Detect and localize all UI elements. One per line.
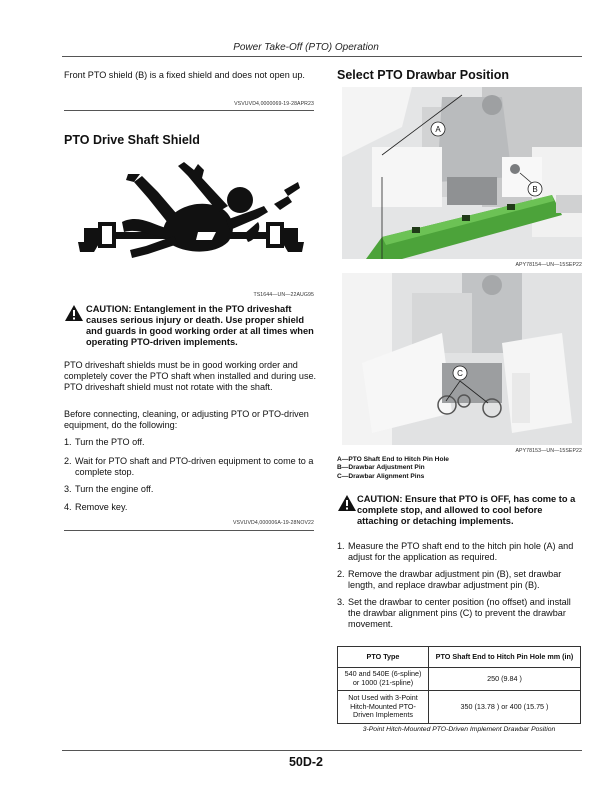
list-item: 3. Set the drawbar to center position (no offset) and install the drawbar alignment pins (C) to prevent the drawbar movement. [337,597,571,629]
shield-paragraph-2: Before connecting, cleaning, or adjusting PTO or PTO-driven equipment, do the following: [64,409,309,430]
section-title-drawbar: Select PTO Drawbar Position [337,68,510,82]
section-divider [64,530,314,531]
list-item: 1. Turn the PTO off. [64,437,145,447]
drawbar-spec-table [337,646,581,724]
warning-triangle-icon [337,494,357,512]
intro-text: Front PTO shield (B) is a fixed shield and does not open up. [64,70,305,80]
caution-entanglement: CAUTION: Entanglement in the PTO driveshaft causes serious injury or death. Use proper shield and guards in good working order at all times when operating PTO-driven implements. [86,304,314,347]
callout-b: B [532,185,538,194]
caution-pto-off: CAUTION: Ensure that PTO is OFF, has come to a complete stop, and allowed to cool before attaching or detaching implements. [357,494,576,526]
list-item: 2. Wait for PTO shaft and PTO-driven equipment to come to a complete stop. [64,456,314,477]
table-header-cell: PTO Type [338,647,429,668]
illustration-ref: TS1644—UN—22AUG95 [253,292,314,298]
legend-item-a: A—PTO Shaft End to Hitch Pin Hole [337,456,449,463]
callout-c: C [457,369,463,378]
warning-triangle-icon [64,304,84,322]
table-cell: 250 (9.84 ) [429,668,581,691]
drawbar-photo-top [342,87,582,259]
running-header: Power Take-Off (PTO) Operation [233,42,379,53]
shield-paragraph-1: PTO driveshaft shields must be in good working order and completely cover the PTO shaft when installed and during use. PTO driveshaft shield must not rotate with the shaft. [64,360,317,392]
table-cell: 350 (13.78 ) or 400 (15.75 ) [429,691,581,724]
section-title-shield: PTO Drive Shaft Shield [64,133,200,147]
list-item: 3. Turn the engine off. [64,484,154,494]
entanglement-illustration [78,158,304,278]
table-cell: Not Used with 3-Point Hitch-Mounted PTO-Driven Implements [338,691,429,724]
legend-item-c: C—Drawbar Alignment Pins [337,472,425,480]
table-row [338,691,581,724]
legend [337,456,582,481]
table-header-cell: PTO Shaft End to Hitch Pin Hole mm (in) [429,647,581,668]
procedure-ref: VSVUVD4,000006A-19-28NOV22 [232,520,314,526]
list-item: 2. Remove the drawbar adjustment pin (B), set drawbar length, and replace drawbar adjustment pin (B). [337,569,562,590]
table-cell: 540 and 540E (6-spline) or 1000 (21-spline) [338,668,429,691]
footer-rule [62,750,582,751]
page-number: 50D-2 [288,755,324,769]
header-rule [62,56,582,57]
drawbar-photo-bottom [342,273,582,445]
photo1-ref: APY78154—UN—15SEP22 [515,262,582,268]
list-item: 4. Remove key. [64,502,128,512]
photo2-ref: APY78153—UN—15SEP22 [515,448,582,454]
legend-item-b: B—Drawbar Adjustment Pin [337,464,425,472]
table-caption: 3-Point Hitch-Mounted PTO-Driven Implement Drawbar Position [362,726,556,733]
table-header-row [338,647,581,668]
list-item: 1. Measure the PTO shaft end to the hitch pin hole (A) and adjust for the application as required. [337,541,574,562]
callout-a: A [435,125,441,134]
table-row [338,668,581,691]
drawbar-photo-top-drawing [342,87,582,259]
drawbar-photo-bottom-drawing [342,273,582,445]
section-divider [64,110,314,111]
intro-ref: VSVUVD4,0000069-19-28APR23 [234,101,314,107]
